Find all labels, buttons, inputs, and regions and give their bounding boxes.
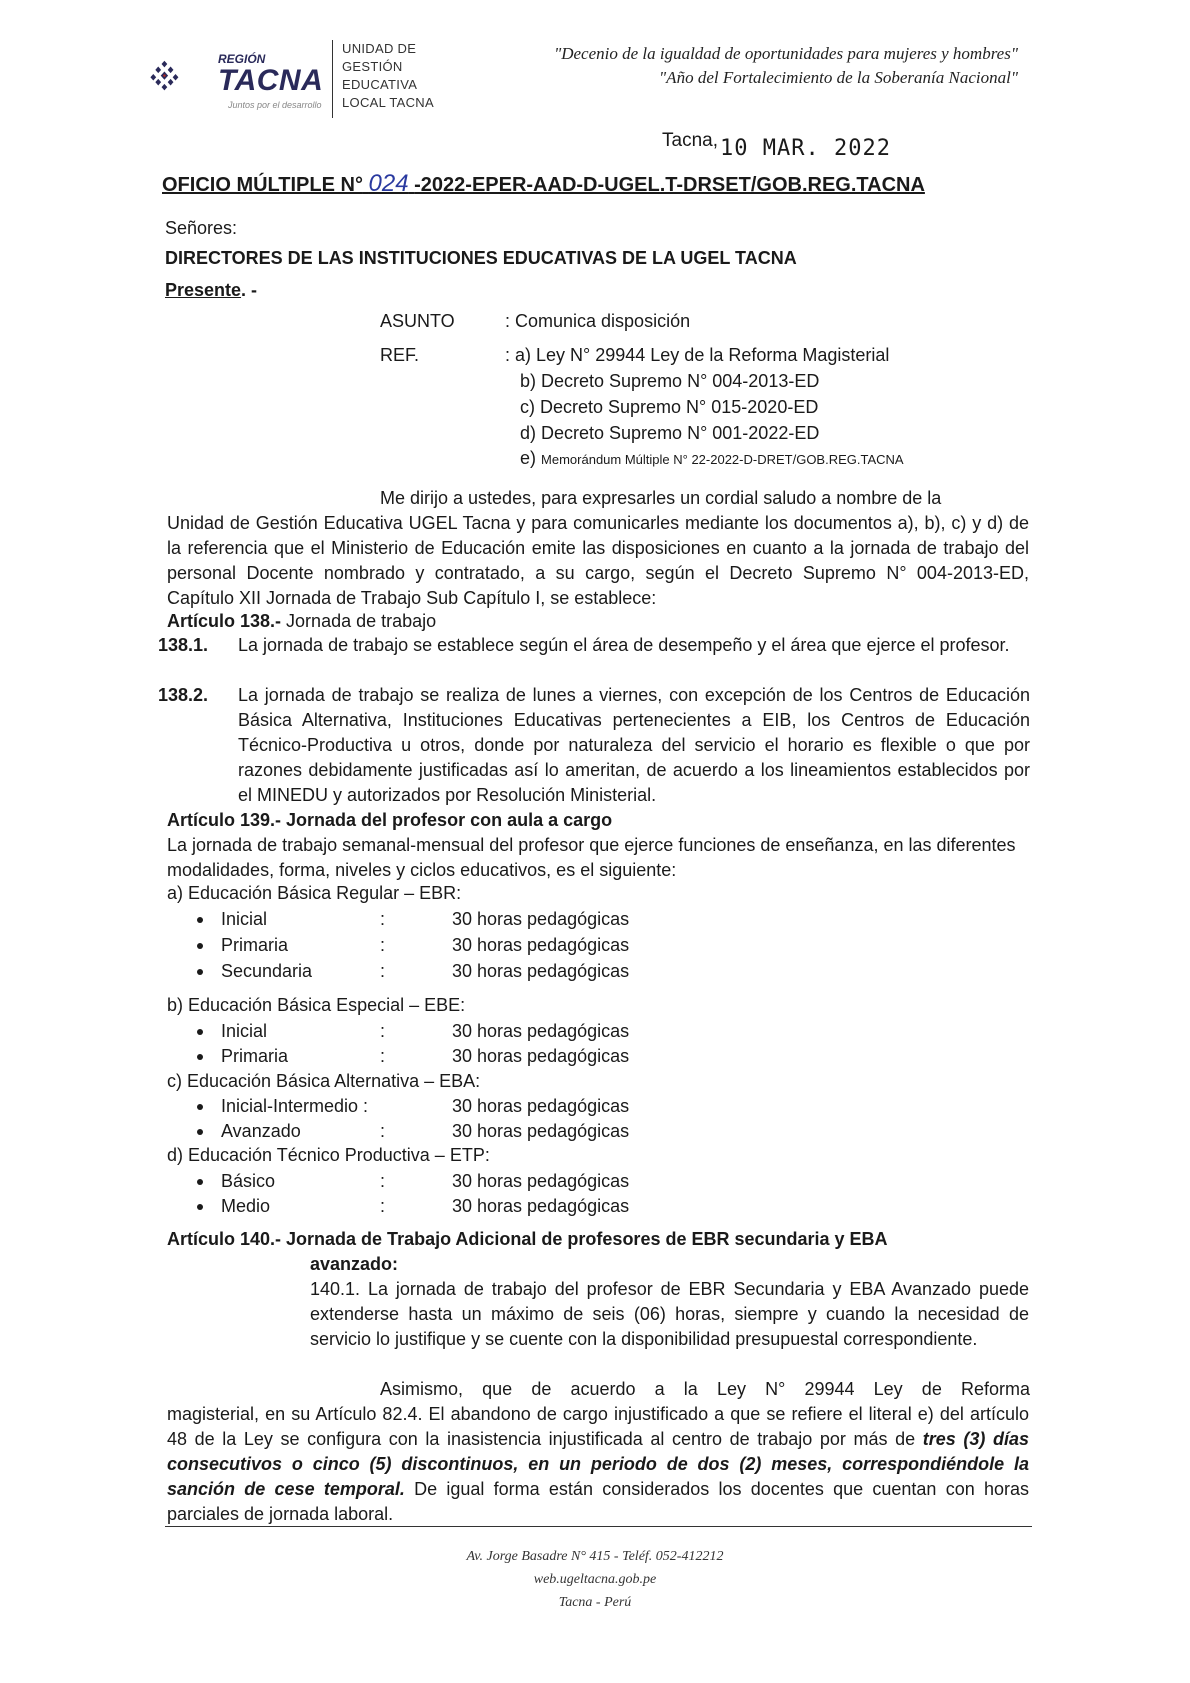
separator: : — [380, 1171, 386, 1191]
bullet-icon — [197, 1029, 203, 1035]
hours: 30 horas pedagógicas — [452, 961, 630, 981]
footer-web: web.ugeltacna.gob.pe — [533, 1572, 657, 1587]
list-item — [197, 1171, 275, 1192]
hours: 30 horas pedagógicas — [452, 1046, 630, 1066]
motto — [554, 42, 1018, 90]
header-divider — [332, 40, 333, 118]
hours: 30 horas pedagógicas — [452, 1021, 630, 1041]
presente-word: Presente — [165, 280, 242, 300]
separator: : — [380, 1021, 386, 1041]
art138-2-number: 138.2. — [158, 685, 209, 705]
bullet-icon — [197, 943, 203, 949]
list-item — [197, 961, 312, 982]
group-title: c) Educación Básica Alternativa – EBA: — [167, 1071, 481, 1091]
title-suffix: -2022-EPER-AAD-D-UGEL.T-DRSET/GOB.REG.TACNA — [414, 174, 925, 196]
closing-part-1: magisterial, en su Artículo 82.4. El abandono de cargo injustificado a que se refiere el literal e) del artículo 48 de la Ley se configura con la inasistencia injustificada al centro de trabajo por más de — [167, 1404, 1029, 1449]
list-item — [197, 1096, 368, 1117]
list-item — [197, 935, 288, 956]
unit-line: GESTIÓN — [342, 59, 403, 74]
level: Avanzado — [221, 1121, 301, 1141]
list-item — [197, 1121, 301, 1142]
group-title: d) Educación Técnico Productiva – ETP: — [167, 1145, 490, 1165]
bullet-icon — [197, 969, 203, 975]
unit-line: LOCAL TACNA — [342, 95, 434, 110]
footer-address: Av. Jorge Basadre N° 415 - Teléf. 052-412212 — [466, 1549, 724, 1564]
hours: 30 horas pedagógicas — [452, 1121, 630, 1141]
intro-first-line: Me dirijo a ustedes, para expresarles un cordial saludo a nombre de la — [380, 488, 942, 508]
closing-first-line: Asimismo, que de acuerdo a la Ley N° 29944 Ley de Reforma — [380, 1379, 1030, 1399]
ref-item — [520, 448, 904, 469]
ref-item: : a) Ley N° 29944 Ley de la Reforma Magisterial — [505, 345, 890, 365]
art138-1-text: La jornada de trabajo se establece según el área de desempeño y el área que ejerce el profesor. — [238, 635, 1010, 655]
bullet-icon — [197, 1179, 203, 1185]
level: Inicial-Intermedio : — [221, 1096, 369, 1116]
separator: : — [380, 935, 386, 955]
list-item — [197, 1046, 288, 1067]
footer-divider — [165, 1526, 1032, 1527]
separator: : — [380, 1121, 386, 1141]
presente — [165, 278, 257, 303]
hours: 30 horas pedagógicas — [452, 1096, 630, 1116]
asunto-label: ASUNTO — [380, 311, 455, 331]
separator: : — [380, 1196, 386, 1216]
closing-paragraph — [167, 1402, 1029, 1527]
hours: 30 horas pedagógicas — [452, 935, 630, 955]
level: Secundaria — [221, 961, 313, 981]
art140-text: 140.1. La jornada de trabajo del profesor de EBR Secundaria y EBA Avanzado puede extenderse hasta un máximo de seis (06) horas, siempre y cuando la necesidad de servicio lo justifique y se cuente con la disponibilidad presupuestal correspondiente. — [310, 1279, 1029, 1349]
art138-heading — [167, 609, 436, 634]
logo-name: TACNA — [218, 64, 324, 97]
group-title: a) Educación Básica Regular – EBR: — [167, 883, 462, 903]
art139-intro: La jornada de trabajo semanal-mensual del profesor que ejerce funciones de enseñanza, en las diferentes modalidades, forma, niveles y ciclos educativos, es el siguiente: — [167, 835, 1016, 880]
hours: 30 horas pedagógicas — [452, 1196, 630, 1216]
art138-title: Jornada de trabajo — [286, 611, 437, 631]
level: Básico — [221, 1171, 276, 1191]
presente-suffix: . - — [241, 280, 258, 300]
closing-part-2: De igual forma están considerados los docentes que cuentan con horas parciales de jornada laboral. — [167, 1479, 1029, 1524]
art139-heading: Artículo 139.- Jornada del profesor con aula a cargo — [167, 810, 613, 830]
hours: 30 horas pedagógicas — [452, 909, 630, 929]
ref-item: c) Decreto Supremo N° 015-2020-ED — [520, 397, 819, 417]
separator: : — [380, 1046, 386, 1066]
bullet-icon — [197, 1054, 203, 1060]
footer-city: Tacna - Perú — [558, 1595, 632, 1610]
document-title — [162, 170, 925, 198]
motto-line-1: "Decenio de la igualdad de oportunidades para mujeres y hombres" — [554, 44, 1018, 63]
date-stamp: 10 MAR. 2022 — [720, 136, 891, 161]
salutation: Señores: — [165, 218, 238, 238]
motto-line-2: "Año del Fortalecimiento de la Soberanía Nacional" — [659, 68, 1018, 87]
date-label: Tacna, — [662, 130, 718, 151]
art138-number: Artículo 138.- — [167, 611, 282, 631]
bullet-icon — [197, 1204, 203, 1210]
intro-paragraph: Unidad de Gestión Educativa UGEL Tacna y para comunicarles mediante los documentos a), b), c) y d) de la referencia que el Ministerio de Educación emite las disposiciones en cuanto a la jornada de trabajo del personal Docente nombrado y contratado, a su cargo, según el Decreto Supremo N° 004-2013-ED, Capítulo XII Jornada de Trabajo Sub Capítulo I, se establece: — [167, 513, 1029, 608]
separator: : — [380, 961, 386, 981]
addressee: DIRECTORES DE LAS INSTITUCIONES EDUCATIVAS DE LA UGEL TACNA — [165, 248, 797, 268]
ref-item: b) Decreto Supremo N° 004-2013-ED — [520, 371, 820, 391]
ref-item-letter: e) — [520, 448, 537, 468]
closing-emphasis: tres (3) días consecutivos o cinco (5) discontinuos, en un periodo de dos (2) meses, correspondiéndole la sanción de cese temporal. — [167, 1429, 1030, 1499]
group-title: b) Educación Básica Especial – EBE: — [167, 995, 466, 1015]
level: Primaria — [221, 935, 289, 955]
art140-heading: Artículo 140.- Jornada de Trabajo Adicional de profesores de EBR secundaria y EBA — [167, 1229, 888, 1249]
bullet-icon — [197, 1104, 203, 1110]
level: Inicial — [221, 909, 268, 929]
art138-1-number: 138.1. — [158, 635, 209, 655]
title-number: 024 — [368, 170, 409, 197]
unit-name — [342, 40, 434, 112]
ref-item-text: Memorándum Múltiple N° 22-2022-D-DRET/GOB.REG.TACNA — [541, 452, 904, 467]
unit-line: EDUCATIVA — [342, 77, 418, 92]
list-item — [197, 909, 267, 930]
hours: 30 horas pedagógicas — [452, 1171, 630, 1191]
level: Primaria — [221, 1046, 289, 1066]
art140-heading-cont: avanzado: — [310, 1254, 399, 1274]
list-item — [197, 1196, 270, 1217]
asunto-value: : Comunica disposición — [505, 311, 691, 331]
bullet-icon — [197, 1129, 203, 1135]
bullet-icon — [197, 917, 203, 923]
separator: : — [380, 909, 386, 929]
ref-item: d) Decreto Supremo N° 001-2022-ED — [520, 423, 820, 443]
title-prefix: OFICIO MÚLTIPLE N° — [162, 174, 363, 196]
region-tacna-logo-icon — [150, 36, 220, 116]
level: Inicial — [221, 1021, 268, 1041]
ref-label: REF. — [380, 345, 420, 365]
level: Medio — [221, 1196, 271, 1216]
art138-2-text: La jornada de trabajo se realiza de lunes a viernes, con excepción de los Centros de Educación Básica Alternativa, Instituciones Educativas pertenecientes a EIB, los Centros de Educación Técnico-Productiva u otros, donde por naturaleza del servicio el horario es flexible o que por razones debidamente justificadas así lo ameritan, de acuerdo a los lineamientos establecidos por el MINEDU y autorizados por Resolución Ministerial. — [238, 685, 1030, 805]
unit-line: UNIDAD DE — [342, 41, 417, 56]
logo-tagline: Juntos por el desarrollo — [228, 100, 322, 110]
list-item — [197, 1021, 267, 1042]
logo-region-label: REGIÓN — [218, 52, 266, 66]
